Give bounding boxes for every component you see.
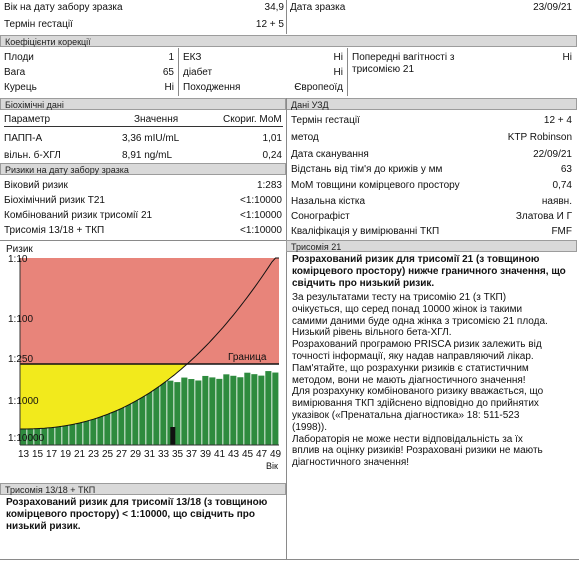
biochem-corr: 0,24 — [262, 150, 282, 161]
t21-body-line: точності інформації, яку надав направляючий лікар. — [292, 350, 534, 362]
t21-body — [292, 292, 576, 469]
sample-date-label: Дата зразка — [290, 2, 346, 13]
x-tick-label: 25 — [101, 449, 114, 460]
t21-body-line: методом, вони не мають діагностичного значення! — [292, 374, 526, 386]
x-tick-label: 23 — [87, 449, 100, 460]
t21-body-line: діагностичного значення! — [292, 457, 410, 469]
chart-top-line — [0, 240, 286, 241]
usd-row — [291, 130, 572, 145]
sample-date-row — [290, 0, 572, 15]
usd-value: 0,74 — [552, 180, 572, 191]
usd-row — [291, 194, 572, 209]
usd-label: Відстань від тім'я до крижів у мм — [291, 164, 443, 175]
t21-body-line: За результатами тесту на трисомію 21 (з ТКП) — [292, 292, 507, 303]
risk-row — [4, 178, 282, 193]
col-value: Значення — [134, 114, 179, 125]
x-tick-labels — [18, 449, 282, 460]
usd-row — [291, 162, 572, 177]
usd-row — [291, 113, 572, 128]
x-tick-label: 45 — [241, 449, 254, 460]
x-tick-label: 19 — [59, 449, 72, 460]
age-bar — [216, 379, 222, 445]
y-tick-label: 1:250 — [8, 354, 34, 365]
y-tick-label: 1:10000 — [8, 433, 45, 444]
risk-value: <1:10000 — [240, 225, 282, 236]
risk-label: Біохімічний ризик Т21 — [4, 195, 105, 206]
middle-divider — [286, 98, 287, 560]
t21-body-line: вплив на оцінку ризиків! Розраховані ризики не мають — [292, 445, 543, 457]
usd-row — [291, 209, 572, 224]
fetuses-row — [4, 50, 174, 65]
x-tick-label: 33 — [157, 449, 170, 460]
x-tick-label: 27 — [115, 449, 128, 460]
y-tick-label: 1:100 — [8, 314, 34, 325]
smoker-row — [4, 80, 174, 95]
col-param: Параметр — [4, 114, 51, 125]
diabetes-row — [183, 65, 343, 80]
fetuses-label: Плоди — [4, 52, 34, 63]
age-bar — [153, 384, 159, 445]
x-tick-label: 17 — [45, 449, 58, 460]
age-label: Вік на дату забору зразка — [4, 2, 123, 13]
x-tick-label: 15 — [31, 449, 44, 460]
x-tick-label: 47 — [255, 449, 268, 460]
usd-row — [291, 147, 572, 162]
biochem-param: вільн. б-ХГЛ — [4, 150, 61, 161]
biochem-row — [4, 148, 282, 163]
t21-body-line: Лабораторія не може нести відповідальність за їх — [292, 433, 523, 445]
y-tick-label: 1:1000 — [8, 396, 39, 407]
usd-label: Термін гестації — [291, 115, 360, 126]
bottom-line — [0, 559, 579, 560]
x-tick-label: 29 — [129, 449, 142, 460]
risks-header: Ризики на дату забору зразка — [0, 163, 286, 175]
biochem-row — [4, 131, 282, 146]
risk-value: <1:10000 — [240, 210, 282, 221]
age-value: 34,9 — [264, 2, 284, 13]
prev-pregnancies-value: Ні — [562, 52, 572, 63]
gestation-row — [4, 17, 284, 32]
weight-row — [4, 65, 174, 80]
t1318-text: Розрахований ризик для трисомії 13/18 (з товщиною комірцевого простору) < 1:10000, що свідчить про низький ризик. — [6, 497, 268, 532]
usd-label: метод — [291, 132, 319, 143]
gestation-value: 12 + 5 — [255, 19, 284, 30]
usd-value: FMF — [551, 226, 572, 237]
origin-label: Походження — [183, 82, 241, 93]
biochem-corr: 1,01 — [262, 133, 282, 144]
usd-value: 63 — [560, 164, 572, 175]
t21-body-line: Для розрахунку комбінованого ризику вважається, що — [292, 386, 544, 398]
prev-pregnancies-label: Попередні вагітності з трисомією 21 — [352, 52, 455, 75]
t21-body-line: вимірювання ТКП здійснено відповідно до прийнятих — [292, 398, 539, 410]
fetuses-value: 1 — [168, 52, 174, 63]
sample-date-value: 23/09/21 — [533, 2, 572, 13]
usd-value: KTP Robinson — [507, 132, 572, 143]
correction-divider-1 — [178, 48, 179, 96]
age-bar — [258, 376, 264, 445]
age-bar — [265, 371, 271, 445]
biochem-col-header — [4, 113, 283, 127]
x-tick-label: 21 — [73, 449, 86, 460]
x-tick-label: 37 — [185, 449, 198, 460]
t21-body-line: Низький рівень вільного бета-ХГЛ. — [292, 327, 452, 339]
risk-label: Віковий ризик — [4, 180, 68, 191]
smoker-label: Курець — [4, 82, 37, 93]
risk-row — [4, 208, 282, 223]
t21-body-line: самими даними буде одна жінка з трисомією 21 плода. — [292, 315, 548, 327]
x-tick-label: 49 — [269, 449, 282, 460]
col-corr: Скориг. МоМ — [223, 114, 282, 125]
risk-row — [4, 193, 282, 208]
t21-body-line: Розрахований програмою PRISCA ризик залежить від — [292, 339, 542, 351]
age-bar — [160, 379, 166, 445]
risk-chart — [0, 250, 286, 485]
weight-label: Вага — [4, 67, 26, 78]
x-tick-label: 39 — [199, 449, 212, 460]
age-bar — [188, 379, 194, 445]
age-bar — [272, 373, 278, 445]
biochem-param: ПАПП-А — [4, 133, 43, 144]
gestation-label: Термін гестації — [4, 19, 73, 30]
risk-value: 1:283 — [256, 180, 282, 191]
smoker-value: Ні — [164, 82, 174, 93]
usd-label: Кваліфікація у вимірюванні ТКП — [291, 226, 440, 237]
usd-value: 22/09/21 — [533, 149, 572, 160]
age-bar — [223, 374, 229, 445]
diabetes-label: діабет — [183, 67, 213, 78]
x-tick-label: 35 — [171, 449, 184, 460]
age-bar — [244, 373, 250, 445]
correction-divider-2 — [347, 48, 348, 96]
biochem-value: 8,91 ng/mL — [122, 150, 173, 161]
usd-value: 12 + 4 — [543, 115, 572, 126]
chart-ylabel: Ризик — [6, 244, 33, 255]
usd-label: Дата сканування — [291, 149, 369, 160]
usd-row — [291, 224, 572, 239]
risk-value: <1:10000 — [240, 195, 282, 206]
usd-label: Сонографіст — [291, 211, 350, 222]
y-tick-label: 1:10 — [8, 254, 28, 265]
cutoff-label: Граница — [228, 352, 267, 363]
x-tick-label: 43 — [227, 449, 240, 460]
age-bar — [251, 374, 257, 445]
t21-header: Трисомія 21 — [286, 240, 577, 252]
age-bar — [237, 377, 243, 445]
chart-xlabel: Вік — [266, 461, 278, 471]
risk-row — [4, 223, 282, 238]
diabetes-value: Ні — [333, 67, 343, 78]
t21-body-line: очікується, що серед понад 10000 жінок із такими — [292, 303, 523, 315]
x-tick-label: 41 — [213, 449, 226, 460]
patient-age-marker — [170, 427, 175, 445]
usd-header: Дані УЗД — [286, 98, 577, 110]
t21-body-line: (1998)). — [292, 421, 328, 433]
ivf-value: Ні — [333, 52, 343, 63]
usd-label: МоМ товщини комірцевого простору — [291, 180, 460, 191]
age-bar — [209, 377, 215, 445]
high-risk-zone — [20, 258, 279, 364]
t21-bold-text: Розрахований ризик для трисомії 21 (з товщиною комірцевого простору) нижче граничного значення, що свідчить про низький ризик. — [292, 254, 566, 289]
origin-row — [183, 80, 343, 95]
age-bar — [181, 378, 187, 445]
risk-label: Комбінований ризик трисомії 21 — [4, 210, 153, 221]
t1318-header: Трисомія 13/18 + ТКП — [0, 483, 286, 495]
biochem-header: Біохімічні дані — [0, 98, 286, 110]
age-bar — [202, 376, 208, 445]
age-row — [4, 0, 284, 15]
x-tick-label: 13 — [17, 449, 30, 460]
ivf-label: ЕКЗ — [183, 52, 202, 63]
ivf-row — [183, 50, 343, 65]
risk-label: Трисомія 13/18 + ТКП — [4, 225, 105, 236]
usd-label: Назальна кістка — [291, 196, 366, 207]
t21-body-line: Пам'ятайте, що розрахунки ризиків є статистичним — [292, 362, 529, 374]
usd-value: Златова И Г — [515, 211, 572, 222]
usd-value: наявн. — [541, 196, 572, 207]
usd-row — [291, 178, 572, 193]
origin-value: Європеоїд — [294, 82, 343, 93]
age-bar — [230, 376, 236, 445]
age-bar — [195, 380, 201, 445]
biochem-value: 3,36 mIU/mL — [122, 133, 180, 144]
top-divider — [286, 0, 287, 34]
t21-body-line: указівок («Пренатальна діагностика» 18: 511-523 — [292, 409, 520, 421]
x-tick-label: 31 — [143, 449, 156, 460]
weight-value: 65 — [162, 67, 174, 78]
correction-header: Коефіцієнти корекції — [0, 35, 577, 47]
